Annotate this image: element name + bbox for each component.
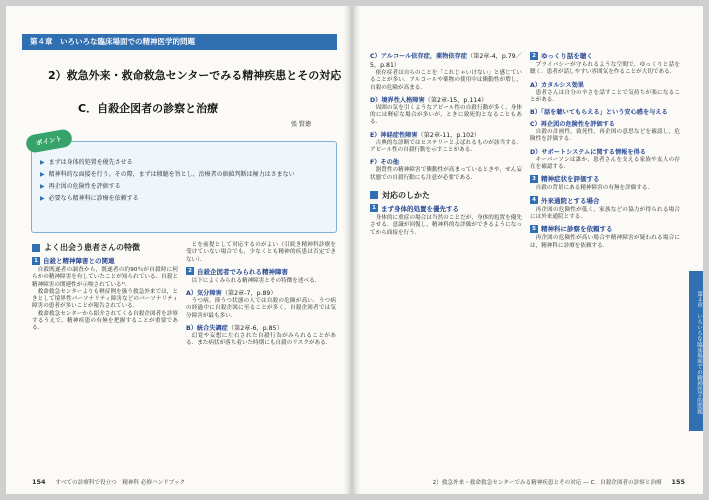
- section-subtitle: C．自殺企図者の診察と治療: [78, 102, 219, 115]
- point-text: 必要なら精神科に診療を依頼する: [48, 195, 139, 202]
- right-page: [354, 6, 703, 494]
- section-title: 2）救急外来・救命救急センターでみる精神疾患とその対応: [48, 69, 342, 82]
- sub-heading: C）アルコール依存症，薬物依存症（第2章-4，p.79／5，p.81）: [370, 53, 522, 69]
- chapter-banner: 第４章 いろいろな臨床場面での精神医学的問題: [22, 34, 337, 50]
- sub-heading: D）境界性人格障害（第2章-15，p.114）: [370, 96, 488, 104]
- left-column-1: [32, 242, 178, 333]
- page-number: 154: [32, 478, 46, 486]
- sub-heading: A）カタルシス効果: [530, 81, 584, 89]
- paragraph: キーパーソンは誰か，患者さんを支える家族や友人の存在を確認する．: [530, 156, 680, 171]
- sub-heading: F）その他: [370, 159, 399, 167]
- sub-heading: A）気分障害（第2章-7，p.89）: [186, 290, 277, 298]
- paragraph: 自殺の計画性，致死性，再企図の意思などを確認し，危険性を評価する．: [530, 129, 680, 143]
- right-column-2: [530, 48, 680, 250]
- numbered-heading: 1 自殺と精神障害との関連: [32, 256, 178, 265]
- page-number: 155: [671, 478, 685, 486]
- triangle-bullet-icon: ▶: [40, 183, 45, 190]
- paragraph: 古典的な診断ではヒステリーとよばれるものが該当する．アピール性の自殺行動を示すことがある．: [370, 139, 522, 154]
- numbered-heading: 4 外来通院とする場合: [530, 196, 680, 205]
- point-text: まずは身体的処置を優先させる: [48, 159, 133, 166]
- right-footer: [433, 478, 685, 486]
- paragraph: うつ病，抑うつ状態の人では自殺の危険が高い．うつ病の経過中に自殺企図に至ることが多く，自殺企図者では気分障害が最も多い．: [186, 298, 336, 319]
- numbered-heading: 2 ゆっくり話を聴く: [530, 51, 680, 60]
- point-item: [40, 170, 328, 179]
- paragraph: 自殺の背景にある精神障害の有無を評価する．: [535, 185, 654, 192]
- numbered-heading: 2 自殺企図者でみられる精神障害: [186, 267, 336, 276]
- point-list: [40, 158, 328, 206]
- paragraph: 患者さんは自分の辛さを話すことで気持ちが楽になることがある．: [530, 89, 680, 103]
- point-item: [40, 182, 328, 191]
- paragraph: 救命救急センターよりも軽症例を扱う救急外来では，ときとして境界性パーソナリティ障害などのパーソナリティ障害の患者が多いことが報告されている．: [32, 288, 178, 310]
- point-text: 精神科的な面接を行う。その際，まずは傾聴を旨とし，治療者の価値判断は極力はさまない: [48, 171, 295, 178]
- paragraph: 自殺既遂者の調査から，既遂者の約90％が自殺時に何らかの精神障害を有していたことが知られている．自殺と精神障害の関連性が示唆されている¹⁾．: [32, 267, 178, 288]
- heading-main: 対応のしかた: [370, 190, 522, 201]
- paragraph: 身体的に重症の場合は当然のことだが，身体的処置を優先させる．意識が回復し，精神科的な評価ができるようになってから面接を行う．: [370, 214, 522, 236]
- numbered-heading: 1 まず身体的処置を優先する: [370, 204, 522, 213]
- paragraph: 救命救急センターから紹介されてくる自殺企図者を診察するうえで，精神疾患の有無を把握することが重要である．: [32, 310, 178, 332]
- left-column-2: [186, 242, 336, 348]
- paragraph: とを前提として対応するのがよい（引続き精神科診療を受けていない場合でも，少なくとも精神的疾患は否定できない）．: [186, 242, 336, 263]
- paragraph: 依存症者は自らのことを「これじゃいけない」と感じていることが多い．アルコールや薬物の使用中は衝動性が増し，自殺の危険が高まる．: [370, 70, 522, 91]
- paragraph: 器質性の精神障害で衝動性が高まっているときや，せん妄状態での自殺行動にも注意が必要である．: [370, 167, 522, 181]
- sub-heading: D）サポートシステムに関する情報を得る: [530, 148, 646, 156]
- sub-heading: C）再企図の危険性を評価する: [530, 121, 615, 129]
- footer-text: すべての診療科で役立つ 精神科 必修ハンドブック: [55, 480, 186, 486]
- triangle-bullet-icon: ▶: [40, 159, 45, 166]
- right-column-1: [370, 48, 522, 237]
- left-page: [6, 6, 350, 494]
- footer-text: 2）救急外来・救命救急センターでみる精神疾患とその対応 ― C．自殺企図者の診察と治療: [432, 480, 662, 486]
- paragraph: 周囲の気を引くようなアピール性の自殺行動が多く，身体的には軽症な場合が多いが，ときに致死的となることもある．: [370, 104, 522, 126]
- paragraph: 以下によくみられる精神障害とその特徴を述べる．: [191, 277, 321, 284]
- point-badge: ポイント: [25, 128, 73, 154]
- triangle-bullet-icon: ▶: [40, 171, 45, 178]
- square-icon: [370, 191, 378, 199]
- sub-heading: B）「話を聴いてもらえる」という安心感を与える: [530, 109, 668, 117]
- sub-heading: E）神経症性障害（第2章-11，p.102）: [370, 131, 481, 139]
- heading-main: よく出会う患者さんの特徴: [32, 242, 178, 253]
- point-item: [40, 194, 328, 203]
- point-text: 再企図の危険性を評価する: [48, 183, 121, 190]
- author-name: 張 賢徳: [291, 121, 311, 128]
- point-box: [31, 134, 337, 233]
- paragraph: 再企図の危険性が高い場合や精神障害が疑われる場合には，精神科に診療を依頼する．: [530, 235, 680, 249]
- chapter-side-tab: 第４章 いろいろな臨床場面での精神医学的問題: [689, 271, 703, 431]
- numbered-heading: 5 精神科に診察を依頼する: [530, 224, 680, 233]
- triangle-bullet-icon: ▶: [40, 195, 45, 202]
- paragraph: プライバシーが守られるような空間で，ゆっくりと話を聴く．患者が話しやすい雰囲気を作ることが大切である．: [530, 62, 680, 76]
- paragraph: 再企図の危険性が低く，家族などの協力が得られる場合には外来通院とする．: [530, 206, 680, 220]
- point-item: [40, 158, 328, 167]
- paragraph: 幻覚や妄想に左右された自殺行為がみられることがある．また病状が落ち着いた時期にも自殺のリスクがある．: [186, 333, 336, 347]
- left-footer: [32, 478, 185, 486]
- square-icon: [32, 244, 40, 252]
- numbered-heading: 3 精神症状を評価する: [530, 174, 680, 183]
- sub-heading: B）統合失調症（第2章-6，p.85）: [186, 325, 283, 333]
